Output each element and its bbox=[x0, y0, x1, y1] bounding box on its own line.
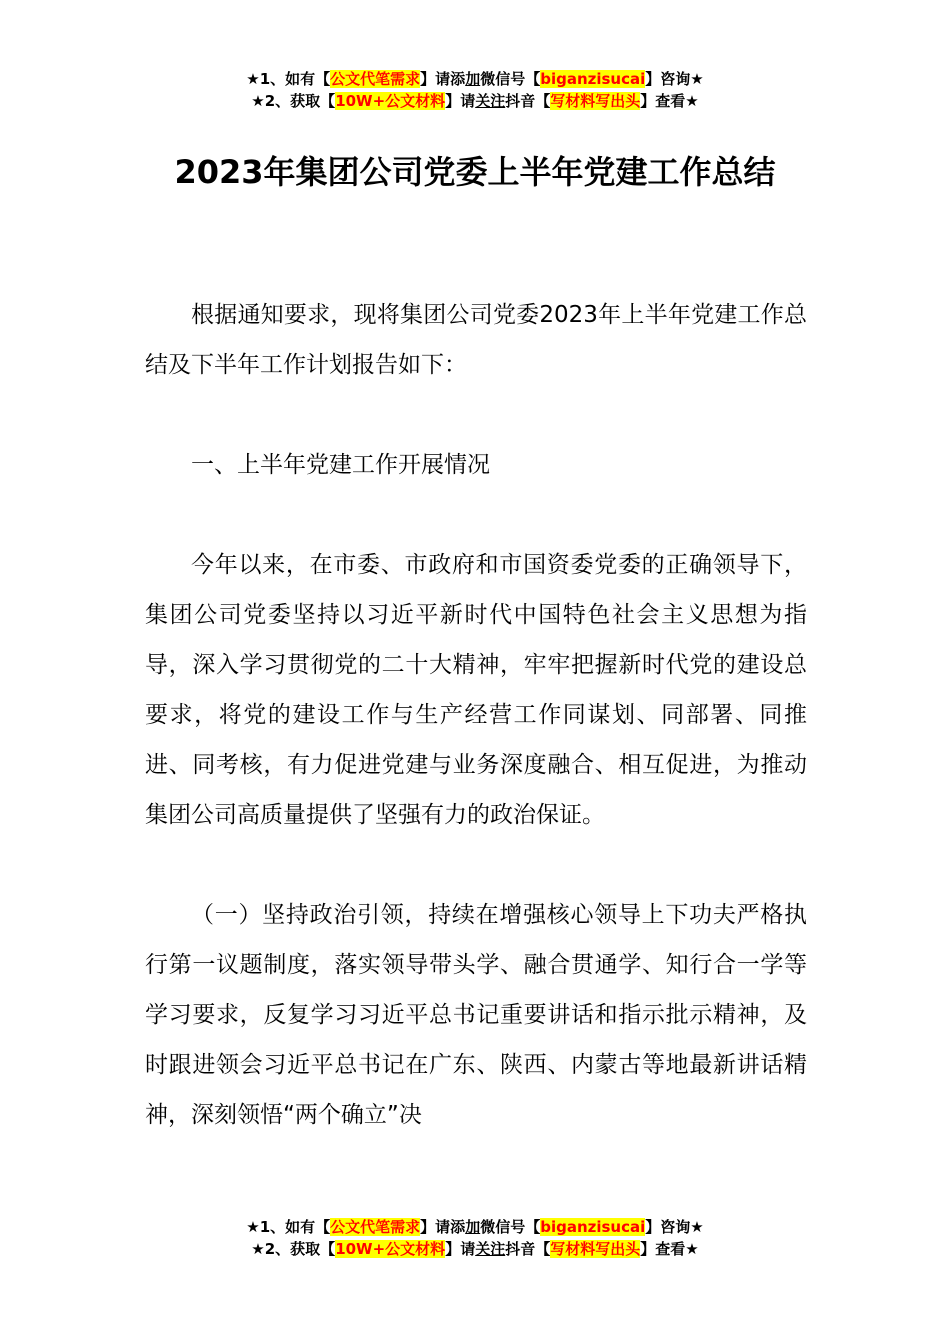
banner-line-1 bbox=[0, 1216, 950, 1238]
banner-text: 】请 bbox=[445, 1240, 476, 1258]
banner-text: 】请添 bbox=[420, 1218, 466, 1236]
banner-highlight: biganzisucai bbox=[540, 70, 646, 88]
document-body bbox=[145, 290, 807, 1140]
paragraph-subsection-1: （一）坚持政治引领，持续在增强核心领导上下功夫严格执行第一议题制度，落实领导带头学、融合贯通学、知行合一学等学习要求，反复学习习近平总书记重要讲话和指示批示精神，及时跟进领会习近平总书记在广东、陕西、内蒙古等地最新讲话精神，深刻领悟“两个确立”决 bbox=[145, 902, 807, 1128]
banner-underline-text: 关注 bbox=[475, 1240, 506, 1258]
banner-text: 抖音【 bbox=[505, 1240, 551, 1258]
banner-highlight: 10W+公文材料 bbox=[335, 92, 446, 110]
header-banner bbox=[0, 68, 950, 112]
banner-line-1 bbox=[0, 68, 950, 90]
paragraph-intro: 根据通知要求，现将集团公司党委2023年上半年党建工作总结及下半年工作计划报告如下： bbox=[145, 302, 807, 378]
banner-text: ★1、如有【 bbox=[246, 1218, 331, 1236]
banner-underline-text: 关注 bbox=[475, 92, 506, 110]
banner-highlight: 10W+公文材料 bbox=[335, 1240, 446, 1258]
section-heading: 一、上半年党建工作开展情况 bbox=[191, 452, 490, 478]
banner-text: 微信号【 bbox=[480, 1218, 541, 1236]
paragraph-overview: 今年以来，在市委、市政府和市国资委党委的正确领导下，集团公司党委坚持以习近平新时代中国特色社会主义思想为指导，深入学习贯彻党的二十大精神，牢牢把握新时代党的建设总要求，将党的建设工作与生产经营工作同谋划、同部署、同推进、同考核，有力促进党建与业务深度融合、相互促进，为推动集团公司高质量提供了坚强有力的政治保证。 bbox=[145, 552, 807, 828]
banner-highlight: 公文代笔需求 bbox=[330, 70, 421, 88]
banner-text: 】请添 bbox=[420, 70, 466, 88]
banner-highlight: biganzisucai bbox=[540, 1218, 646, 1236]
banner-text: 微信号【 bbox=[480, 70, 541, 88]
banner-text: 抖音【 bbox=[505, 92, 551, 110]
banner-underline-text: 加 bbox=[465, 70, 481, 88]
paragraph-gap bbox=[145, 390, 807, 440]
banner-text: 】咨询★ bbox=[645, 1218, 704, 1236]
banner-line-2 bbox=[0, 90, 950, 112]
banner-text: ★2、获取【 bbox=[251, 92, 336, 110]
banner-highlight: 写材料写出头 bbox=[550, 1240, 641, 1258]
banner-text: ★1、如有【 bbox=[246, 70, 331, 88]
banner-underline-text: 加 bbox=[465, 1218, 481, 1236]
banner-text: ★2、获取【 bbox=[251, 1240, 336, 1258]
banner-text: 】查看★ bbox=[640, 92, 699, 110]
banner-text: 】请 bbox=[445, 92, 476, 110]
paragraph-gap bbox=[145, 840, 807, 890]
banner-text: 】查看★ bbox=[640, 1240, 699, 1258]
footer-banner bbox=[0, 1216, 950, 1260]
document-title: 2023年集团公司党委上半年党建工作总结 bbox=[174, 153, 776, 191]
banner-highlight: 公文代笔需求 bbox=[330, 1218, 421, 1236]
banner-line-2 bbox=[0, 1238, 950, 1260]
banner-text: 】咨询★ bbox=[645, 70, 704, 88]
paragraph-gap bbox=[145, 490, 807, 540]
banner-highlight: 写材料写出头 bbox=[550, 92, 641, 110]
